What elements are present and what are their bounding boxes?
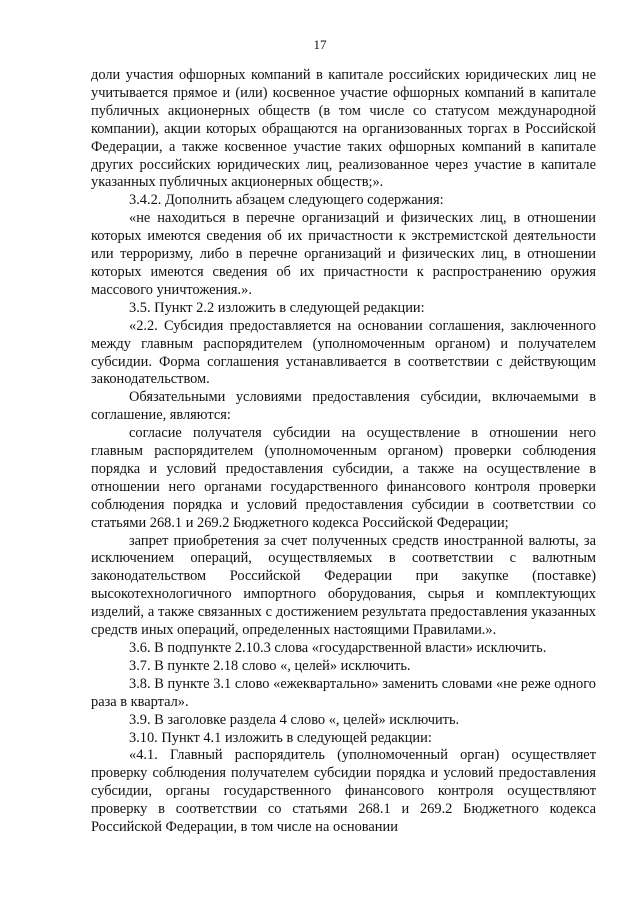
paragraph: Обязательными условиями предоставления субсидии, включаемыми в соглашение, являются: [91, 389, 596, 424]
paragraph: доли участия офшорных компаний в капитале российских юридических лиц не учитывается прямое и (или) косвенное участие офшорных компаний в капитале публичных акционерных обществ (в том числе со статусом международной компании), акции которых обращаются на организованных торгах в Российской Федерации, а также косвенное участие таких офшорных компаний в капитале других российских юридических лиц, реализованное через участие в капитале указанных публичных акционерных обществ;». [91, 67, 596, 191]
paragraph: согласие получателя субсидии на осуществление в отношении него главным распорядителем (уполномоченным органом) проверки соблюдения порядка и условий предоставления субсидии, а также на осуществление в отношении него органами государственного финансового контроля проверки соблюдения порядка и условий предоставления субсидии в соответствии со статьями 268.1 и 269.2 Бюджетного кодекса Российской Федерации; [91, 425, 596, 531]
paragraph: 3.4.2. Дополнить абзацем следующего содержания: [129, 192, 444, 209]
page-number: 17 [313, 37, 327, 52]
paragraph: 3.10. Пункт 4.1 изложить в следующей редакции: [129, 729, 432, 746]
paragraph: 3.9. В заголовке раздела 4 слово «, целей» исключить. [129, 711, 460, 728]
paragraph: «не находиться в перечне организаций и физических лиц, в отношении которых имеются сведения об их причастности к экстремистской деятельности или терроризму, либо в перечне организаций и физических лиц, в отношении которых имеются сведения об их причастности к распространению оружия массового уничтожения.». [91, 210, 596, 298]
paragraph: «2.2. Субсидия предоставляется на основании соглашения, заключенного между главным распорядителем (уполномоченным органом) и получателем субсидии. Форма соглашения устанавливается в соответствии с действующим законодательством. [91, 317, 596, 388]
paragraph: запрет приобретения за счет полученных средств иностранной валюты, за исключением операций, осуществляемых в соответствии с валютным законодательством Российской Федерации при закупке (поставке) высокотехнологичного импортного оборудования, сырья и комплектующих изделий, а также связанных с достижением результата предоставления указанных средств иных операций, определенных настоящими Правилами.». [91, 532, 596, 639]
document-body [91, 67, 596, 837]
paragraph: «4.1. Главный распорядитель (уполномоченный орган) осуществляет проверку соблюдения получателем субсидии порядка и условий предоставления субсидии, органы государственного финансового контроля осуществляют проверку в соответствии со статьями 268.1 и 269.2 Бюджетного кодекса Российской Федерации, в том числе на основании [91, 747, 596, 836]
paragraph: 3.5. Пункт 2.2 изложить в следующей редакции: [129, 299, 425, 316]
paragraph: 3.6. В подпункте 2.10.3 слова «государственной власти» исключить. [129, 640, 547, 656]
paragraph: 3.7. В пункте 2.18 слово «, целей» исключить. [129, 657, 411, 674]
paragraph: 3.8. В пункте 3.1 слово «ежеквартально» заменить словами «не реже одного раза в квартал». [91, 675, 596, 710]
